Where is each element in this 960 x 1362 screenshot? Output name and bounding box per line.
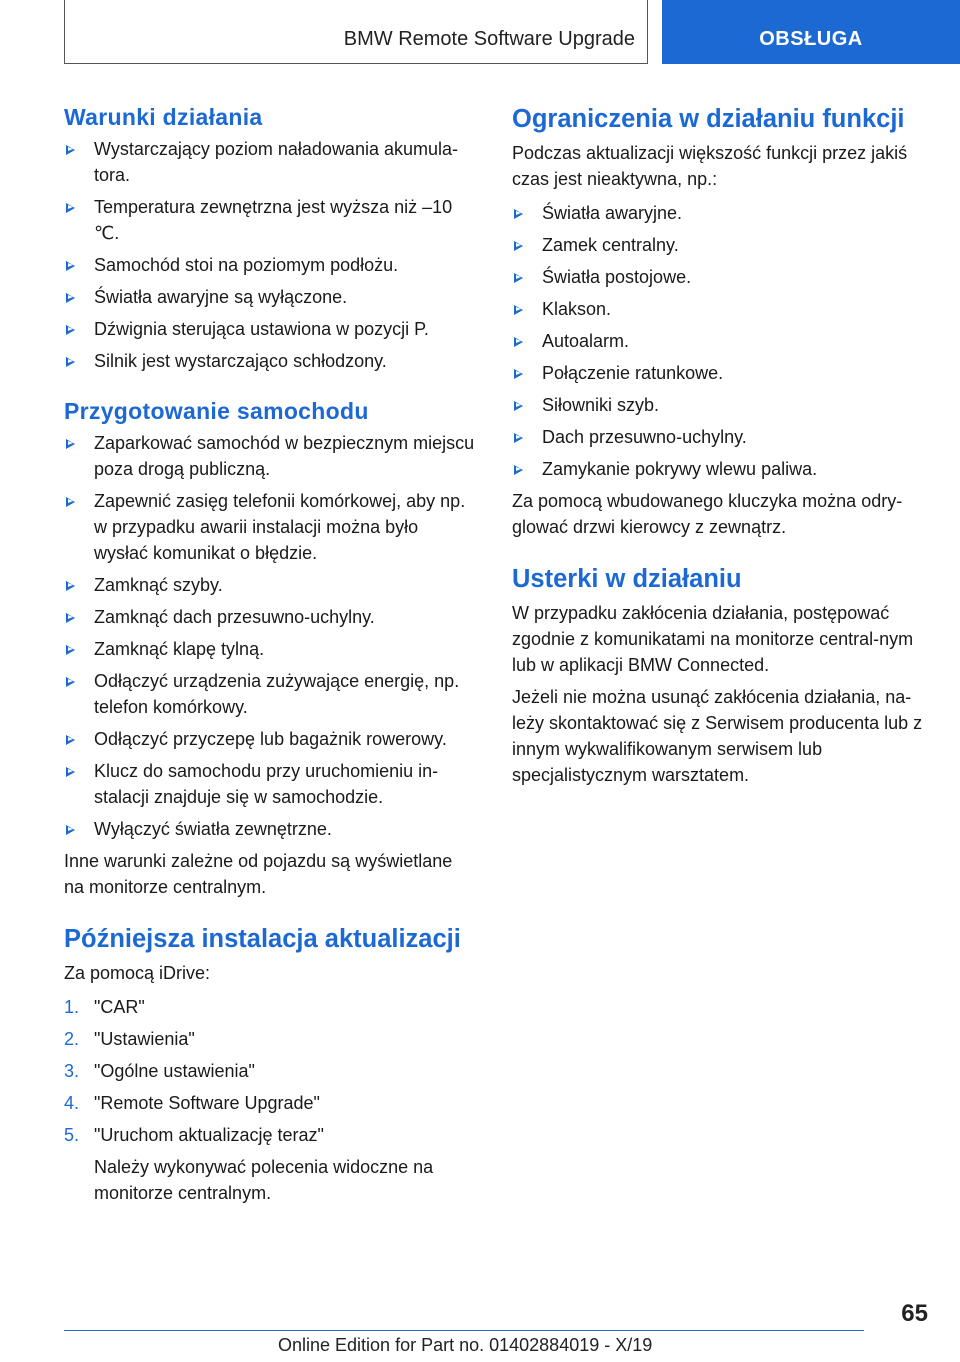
list-item: Dach przesuwno-uchylny.	[512, 424, 928, 450]
bullet-triangle-icon	[66, 645, 75, 655]
list-item: Wystarczający poziom naładowania akumula-tora.	[64, 136, 476, 188]
list-item: Zamknąć klapę tylną.	[64, 636, 476, 662]
heading-przygotowanie: Przygotowanie samochodu	[64, 398, 369, 424]
bullet-triangle-icon	[66, 261, 75, 271]
bullet-triangle-icon	[66, 613, 75, 623]
step-item: 2. "Ustawienia"	[64, 1026, 476, 1052]
usterki-paragraph-2: Jeżeli nie można usunąć zakłócenia działania, na-leży skontaktować się z Serwisem producenta lub z innym wykwalifikowanym serwisem lub specjalistycznym warsztatem.	[512, 687, 923, 785]
list-item: Połączenie ratunkowe.	[512, 360, 928, 386]
step-item: 5. "Uruchom aktualizację teraz"	[64, 1122, 476, 1148]
step-item: 1. "CAR"	[64, 994, 476, 1020]
bullet-triangle-icon	[514, 369, 523, 379]
list-item: Autoalarm.	[512, 328, 928, 354]
footer-divider	[64, 1330, 864, 1331]
list-ograniczenia	[512, 200, 928, 482]
heading-ograniczenia: Ograniczenia w działaniu funkcji	[512, 105, 905, 133]
list-item: Światła awaryjne są wyłączone.	[64, 284, 476, 310]
bullet-triangle-icon	[66, 497, 75, 507]
list-item: Odłączyć przyczepę lub bagażnik rowerowy.	[64, 726, 476, 752]
heading-usterki: Usterki w działaniu	[512, 565, 742, 593]
bullet-triangle-icon	[514, 401, 523, 411]
list-warunki	[64, 136, 476, 374]
bullet-triangle-icon	[66, 293, 75, 303]
section-tab[interactable]	[662, 0, 960, 64]
list-item: Klucz do samochodu przy uruchomieniu in-stalacji znajduje się w samochodzie.	[64, 758, 476, 810]
list-item: Temperatura zewnętrzna jest wyższa niż –10 ℃.	[64, 194, 476, 246]
heading-warunki: Warunki działania	[64, 104, 263, 130]
right-column	[512, 100, 928, 788]
bullet-triangle-icon	[66, 581, 75, 591]
list-item: Zamknąć szyby.	[64, 572, 476, 598]
footer-edition: Online Edition for Part no. 01402884019 - X/19	[278, 1335, 653, 1355]
section-tab-label: OBSŁUGA	[759, 28, 863, 50]
left-column	[64, 100, 476, 1206]
bullet-triangle-icon	[66, 145, 75, 155]
bullet-triangle-icon	[514, 273, 523, 283]
list-item: Wyłączyć światła zewnętrzne.	[64, 816, 476, 842]
list-item: Dźwignia sterująca ustawiona w pozycji P.	[64, 316, 476, 342]
step-number: 3.	[64, 1061, 80, 1081]
intro-pozniejsza: Za pomocą iDrive:	[64, 963, 211, 983]
bullet-triangle-icon	[514, 305, 523, 315]
intro-ograniczenia: Podczas aktualizacji większość funkcji przez jakiś czas jest nieaktywna, np.:	[512, 143, 908, 189]
bullet-triangle-icon	[514, 433, 523, 443]
heading-pozniejsza: Późniejsza instalacja aktualizacji	[64, 925, 461, 953]
list-item: Samochód stoi na poziomym podłożu.	[64, 252, 476, 278]
list-item: Zamknąć dach przesuwno-uchylny.	[64, 604, 476, 630]
note-przygotowanie: Inne warunki zależne od pojazdu są wyświetlane na monitorze centralnym.	[64, 851, 453, 897]
list-item: Zamek centralny.	[512, 232, 928, 258]
list-item: Klakson.	[512, 296, 928, 322]
bullet-triangle-icon	[66, 357, 75, 367]
list-item: Zapewnić zasięg telefonii komórkowej, aby np. w przypadku awarii instalacji można było wysłać komunikat o błędzie.	[64, 488, 476, 566]
note-ograniczenia: Za pomocą wbudowanego kluczyka można odry-glować drzwi kierowcy z zewnątrz.	[512, 491, 903, 537]
steps-pozniejsza	[64, 994, 476, 1148]
step-number: 1.	[64, 997, 80, 1017]
step-item: 3. "Ogólne ustawienia"	[64, 1058, 476, 1084]
step-number: 5.	[64, 1125, 80, 1145]
list-item: Zaparkować samochód w bezpiecznym miejscu poza drogą publiczną.	[64, 430, 476, 482]
step-item: 4. "Remote Software Upgrade"	[64, 1090, 476, 1116]
after-steps: Należy wykonywać polecenia widoczne na monitorze centralnym.	[94, 1157, 434, 1203]
list-item: Zamykanie pokrywy wlewu paliwa.	[512, 456, 928, 482]
list-item: Światła postojowe.	[512, 264, 928, 290]
bullet-triangle-icon	[66, 735, 75, 745]
bullet-triangle-icon	[66, 203, 75, 213]
page-number: 65	[901, 1300, 928, 1327]
bullet-triangle-icon	[66, 767, 75, 777]
bullet-triangle-icon	[514, 337, 523, 347]
bullet-triangle-icon	[66, 677, 75, 687]
list-item: Siłowniki szyb.	[512, 392, 928, 418]
list-item: Odłączyć urządzenia zużywające energię, np. telefon komórkowy.	[64, 668, 476, 720]
bullet-triangle-icon	[514, 465, 523, 475]
bullet-triangle-icon	[514, 241, 523, 251]
usterki-paragraph-1: W przypadku zakłócenia działania, postępować zgodnie z komunikatami na monitorze central-nym lub w aplikacji BMW Connected.	[512, 603, 914, 675]
bullet-triangle-icon	[514, 209, 523, 219]
step-number: 2.	[64, 1029, 80, 1049]
list-item: Światła awaryjne.	[512, 200, 928, 226]
header-title: BMW Remote Software Upgrade	[343, 28, 635, 50]
bullet-triangle-icon	[66, 825, 75, 835]
step-number: 4.	[64, 1093, 80, 1113]
bullet-triangle-icon	[66, 325, 75, 335]
list-przygotowanie	[64, 430, 476, 842]
header-box	[64, 0, 648, 64]
bullet-triangle-icon	[66, 439, 75, 449]
list-item: Silnik jest wystarczająco schłodzony.	[64, 348, 476, 374]
